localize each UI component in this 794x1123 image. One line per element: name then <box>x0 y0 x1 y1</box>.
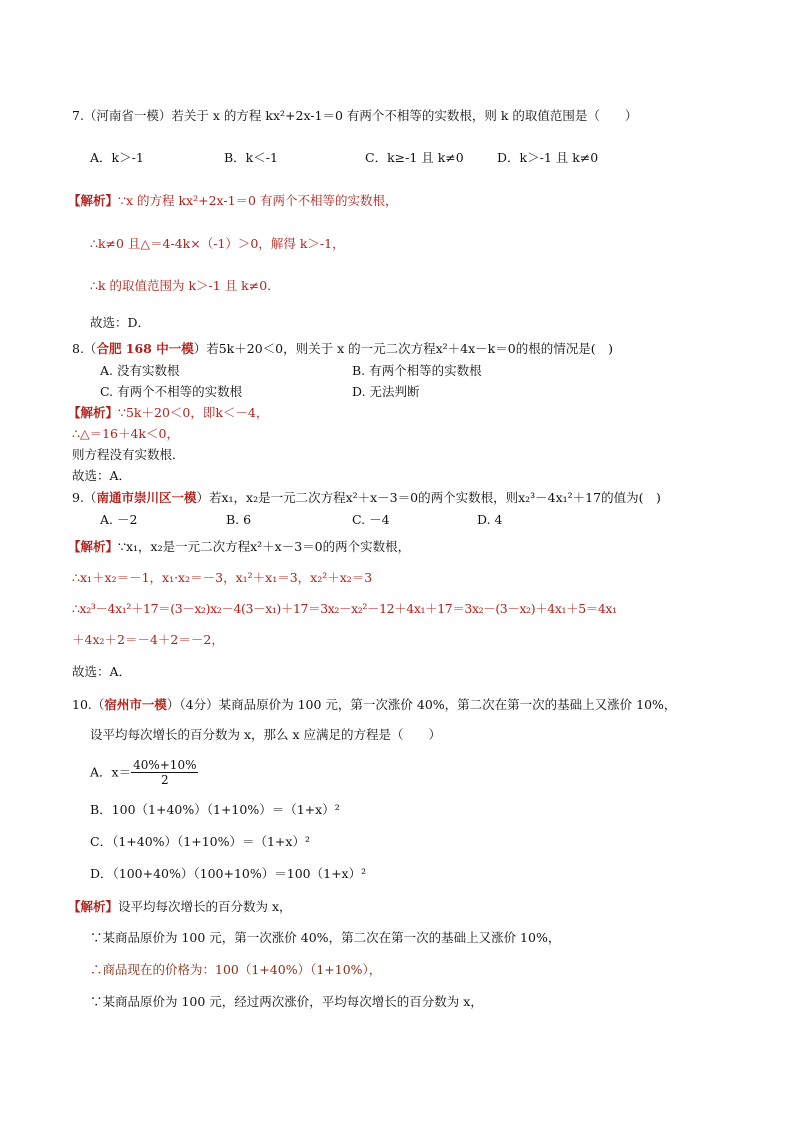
q8-option-a: A. 没有实数根 <box>100 363 180 378</box>
q8-analysis-line-1: 【解析】∵5k＋20＜0，即k＜－4， <box>68 405 269 420</box>
q9-analysis-line-3: ∴x₂³－4x₁²＋17＝(3－x₂)x₂－4(3－x₁)＋17＝3x₂－x₂²－12＋4x₁＋17＝3x₂－(3－x₂)＋4x₁＋5＝4x₁ <box>72 601 617 616</box>
q8-option-c: C. 有两个不相等的实数根 <box>100 384 243 399</box>
analysis-tag: 【解析】 <box>68 193 119 208</box>
q8-answer: 故选：A． <box>72 468 132 483</box>
q8-source: 合肥 168 中一模 <box>96 341 194 356</box>
q10-analysis-line-1: 【解析】设平均每次增长的百分数为 x， <box>68 899 292 914</box>
q10-option-b: B．100（1+40%）（1+10%）＝（1+x）² <box>90 802 340 817</box>
q7-analysis-line-3: ∴k 的取值范围为 k＞-1 且 k≠0． <box>90 278 280 293</box>
q10-source: 宿州市一模 <box>104 697 167 712</box>
q9-option-a: A. －2 <box>100 512 138 527</box>
q7-option-a: A．k＞-1 <box>90 150 144 165</box>
q9-option-c: C. －4 <box>352 512 390 527</box>
q10-option-c: C．（1+40%）（1+10%）＝（1+x）² <box>90 834 310 849</box>
q7-analysis-line-2: ∴k≠0 且△＝4-4k×（-1）＞0，解得 k＞-1， <box>90 236 345 251</box>
q8-analysis-line-3: 则方程没有实数根． <box>72 447 185 462</box>
q9-answer: 故选：A． <box>72 664 132 679</box>
q8-analysis-line-2: ∴△＝16＋4k＜0， <box>72 426 179 441</box>
q7-option-b: B．k＜-1 <box>224 150 278 165</box>
fraction: $\frac{40\%+10\%}{2}$ <box>133 758 197 787</box>
q10-stem: 10.（宿州市一模）（4分）某商品原价为 100 元，第一次涨价 40%，第二次在第一次的基础上又涨价 10%， <box>72 697 677 712</box>
q9-option-b: B. 6 <box>226 512 252 527</box>
q9-analysis-line-1: 【解析】∵x₁，x₂是一元二次方程x²＋x－3＝0的两个实数根， <box>68 539 411 554</box>
q9-option-d: D. 4 <box>477 512 503 527</box>
q9-analysis-line-4: ＋4x₂＋2＝－4＋2＝－2， <box>72 632 224 647</box>
q7-option-d: D．k＞-1 且 k≠0 <box>497 150 599 165</box>
q8-option-d: D. 无法判断 <box>352 384 420 399</box>
q7-answer: 故选：D． <box>90 315 151 330</box>
q10-analysis-line-4: ∵某商品原价为 100 元，经过两次涨价，平均每次增长的百分数为 x， <box>90 994 483 1009</box>
q9-source: 南通市崇川区一模 <box>96 490 197 505</box>
q10-analysis-line-2: ∵某商品原价为 100 元，第一次涨价 40%，第二次在第一次的基础上又涨价 10%， <box>90 930 561 945</box>
q9-analysis-line-2: ∴x₁＋x₂＝－1，x₁·x₂＝－3，x₁²＋x₁＝3，x₂²＋x₂＝3 <box>72 570 373 585</box>
q10-stem-line-2: 设平均每次增长的百分数为 x，那么 x 应满足的方程是（ ） <box>90 727 442 742</box>
q9-stem: 9.（南通市崇川区一模）若x₁，x₂是一元二次方程x²＋x－3＝0的两个实数根，则x₂³－4x₁²＋17的值为( ) <box>72 490 661 505</box>
q8-stem: 8.（合肥 168 中一模）若5k＋20＜0，则关于 x 的一元二次方程x²＋4x－k＝0的根的情况是( ) <box>72 341 613 356</box>
q10-option-d: D．（100+40%）（100+10%）＝100（1+x）² <box>90 866 367 881</box>
q10-analysis-line-3: ∴商品现在的价格为：100（1+40%）（1+10%）， <box>90 962 382 977</box>
analysis-tag: 【解析】 <box>68 899 119 914</box>
q8-option-b: B. 有两个相等的实数根 <box>352 363 482 378</box>
analysis-tag: 【解析】 <box>68 539 119 554</box>
q10-option-a: A．x＝ $\frac{40\%+10\%}{2}$ <box>90 758 197 787</box>
q7-analysis-line-1: 【解析】∵x 的方程 kx²+2x-1＝0 有两个不相等的实数根， <box>68 193 398 208</box>
analysis-tag: 【解析】 <box>68 405 119 420</box>
q7-stem: 7.（河南省一模）若关于 x 的方程 kx²+2x-1＝0 有两个不相等的实数根，则 k 的取值范围是（ ） <box>72 108 638 123</box>
q7-option-c: C．k≥-1 且 k≠0 <box>365 150 464 165</box>
